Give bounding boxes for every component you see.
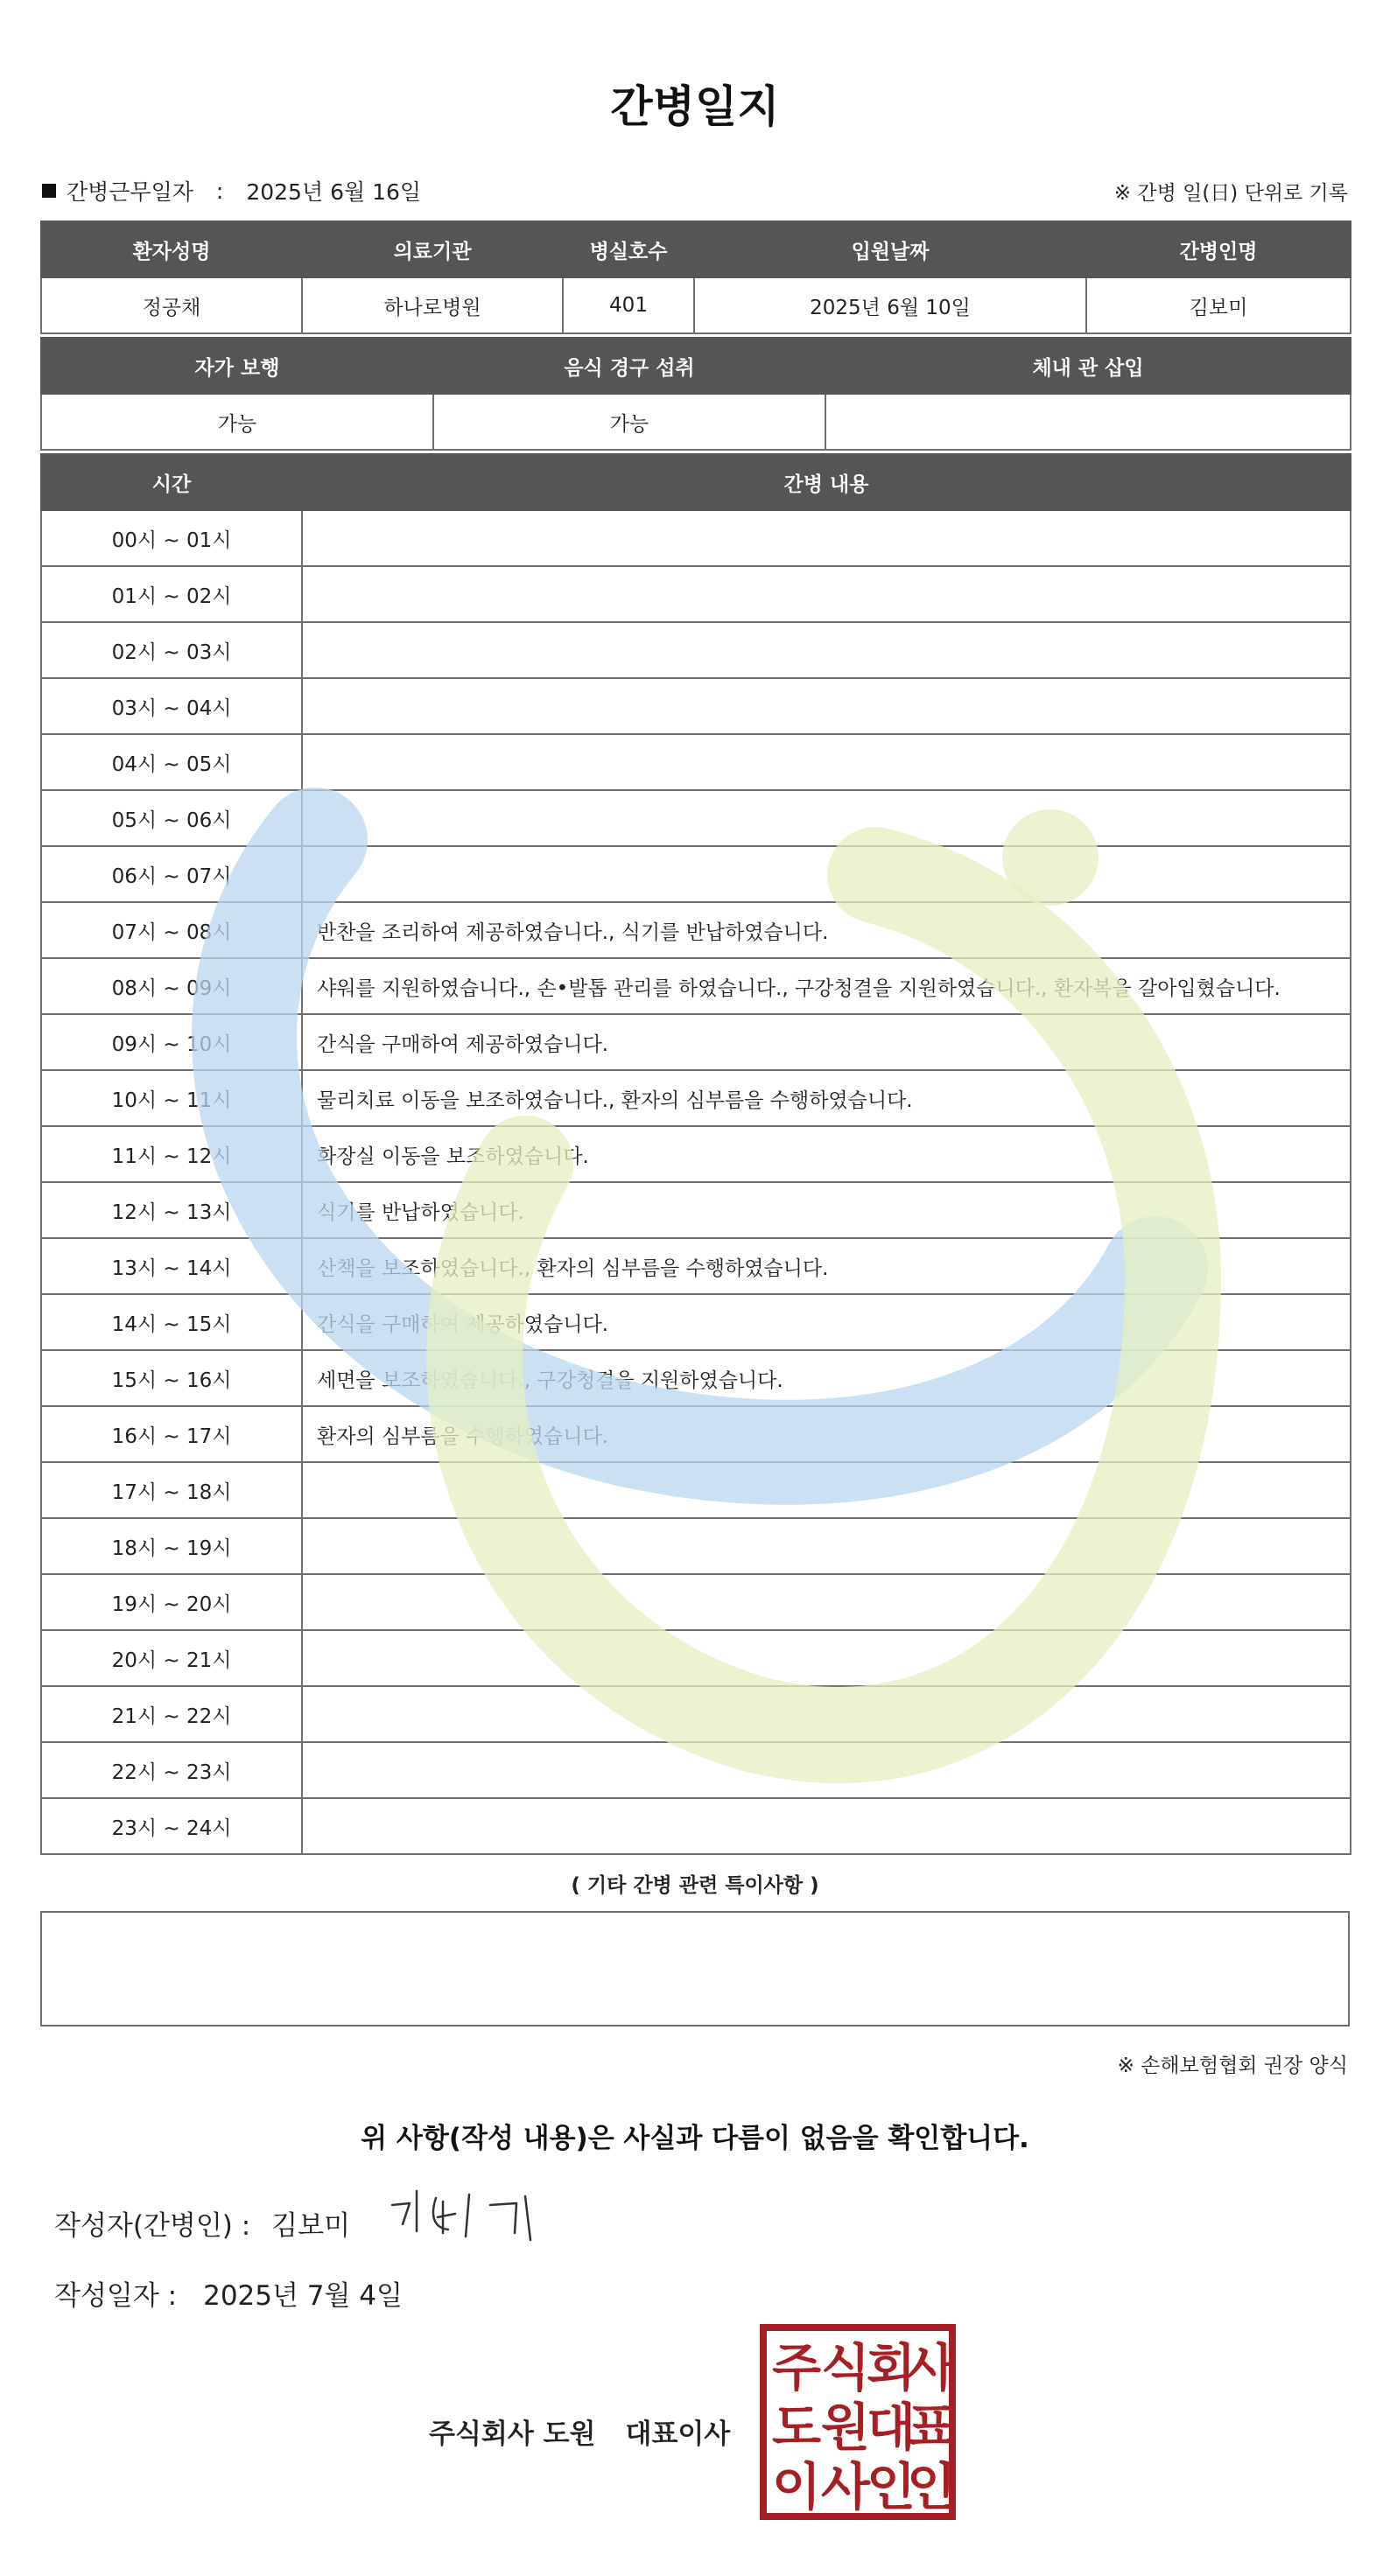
patient-name: 정공채 [41,277,302,333]
time-slot: 21시 ~ 22시 [41,1686,302,1742]
time-slot: 13시 ~ 14시 [41,1238,302,1294]
time-slot: 10시 ~ 11시 [41,1070,302,1126]
time-slot: 14시 ~ 15시 [41,1294,302,1350]
header-oral-intake: 음식 경구 섭취 [433,338,825,394]
time-slot: 02시 ~ 03시 [41,622,302,678]
patient-info-table [40,220,1351,334]
svg-text:이: 이 [771,2457,822,2516]
svg-text:회: 회 [866,2338,916,2398]
ceo-title: 대표이사 [625,2418,731,2450]
time-slot: 12시 ~ 13시 [41,1182,302,1238]
svg-text:사: 사 [906,2338,956,2398]
time-slot: 16시 ~ 17시 [41,1406,302,1462]
care-content [302,1630,1351,1686]
svg-text:인: 인 [866,2457,916,2516]
time-slot: 22시 ~ 23시 [41,1742,302,1798]
care-content: 물리치료 이동을 보조하였습니다., 환자의 심부름을 수행하였습니다. [302,1070,1351,1126]
header-self-walking: 자가 보행 [41,338,433,394]
table-row [41,1406,1351,1462]
time-slot: 05시 ~ 06시 [41,790,302,846]
work-date-label: 간병근무일자 [67,179,193,205]
care-log-rows [41,510,1351,1854]
time-slot: 06시 ~ 07시 [41,846,302,902]
care-content: 환자의 심부름을 수행하였습니다. [302,1406,1351,1462]
work-date-value: 2025년 6월 16일 [246,179,422,205]
oral-intake-value: 가능 [433,394,825,450]
svg-text:식: 식 [820,2338,871,2398]
care-content [302,846,1351,902]
table-row [41,1182,1351,1238]
tube-insertion-value [825,394,1351,450]
care-log-table [40,453,1351,1855]
table-row [41,846,1351,902]
care-content: 간식을 구매하여 제공하였습니다. [302,1014,1351,1070]
table-row [41,510,1351,566]
time-slot: 09시 ~ 10시 [41,1014,302,1070]
author-name: 김보미 [271,2210,351,2242]
care-content [302,1686,1351,1742]
table-row [41,678,1351,734]
time-slot: 17시 ~ 18시 [41,1462,302,1518]
table-row [41,1070,1351,1126]
time-slot: 18시 ~ 19시 [41,1518,302,1574]
author-line [54,2203,350,2243]
care-content [302,790,1351,846]
table-row [41,1518,1351,1574]
svg-text:도: 도 [771,2398,822,2457]
handwritten-signature [385,2179,551,2249]
svg-text:대: 대 [866,2398,916,2457]
company-signature-line [429,2412,730,2451]
table-row [41,902,1351,958]
svg-text:사: 사 [820,2457,871,2516]
header-hospital: 의료기관 [302,221,563,277]
care-content [302,622,1351,678]
confirmation-statement: 위 사항(작성 내용)은 사실과 다름이 없음을 확인합니다. [361,2123,1029,2154]
time-slot: 15시 ~ 16시 [41,1350,302,1406]
company-seal-stamp [760,2324,956,2520]
care-content [302,1574,1351,1630]
table-row [41,1798,1351,1854]
time-slot: 03시 ~ 04시 [41,678,302,734]
table-row [41,622,1351,678]
care-content: 세면을 보조하였습니다., 구강청결을 지원하였습니다. [302,1350,1351,1406]
care-content: 간식을 구매하여 제공하였습니다. [302,1294,1351,1350]
special-notes-title: ( 기타 간병 관련 특이사항 ) [571,1874,819,1897]
table-row [41,1630,1351,1686]
time-slot: 08시 ~ 09시 [41,958,302,1014]
table-row [41,1014,1351,1070]
written-date-value: 2025년 7월 4일 [203,2280,403,2312]
svg-text:인: 인 [906,2457,956,2516]
document-title: 간병일지 [610,81,780,132]
care-content [302,734,1351,790]
header-time: 시간 [41,454,302,510]
care-content: 반찬을 조리하여 제공하였습니다., 식기를 반납하였습니다. [302,902,1351,958]
record-unit-note: ※ 간병 일(日) 단위로 기록 [1113,182,1348,205]
special-notes-box [40,1911,1350,2026]
written-date-label: 작성일자 : [54,2280,178,2312]
caregiver-name: 김보미 [1086,277,1351,333]
time-slot: 01시 ~ 02시 [41,566,302,622]
table-row [41,1294,1351,1350]
table-row [41,1742,1351,1798]
header-admission-date: 입원날짜 [694,221,1086,277]
care-content [302,678,1351,734]
care-content: 산책을 보조하였습니다., 환자의 심부름을 수행하였습니다. [302,1238,1351,1294]
care-content [302,1798,1351,1854]
table-row [41,790,1351,846]
patient-status-table [40,337,1351,451]
care-content [302,510,1351,566]
work-date-colon: : [215,178,224,204]
care-content [302,1462,1351,1518]
time-slot: 07시 ~ 08시 [41,902,302,958]
table-row [41,1686,1351,1742]
time-slot: 04시 ~ 05시 [41,734,302,790]
written-date-line [54,2273,403,2313]
svg-text:주: 주 [771,2338,822,2398]
header-tube-insertion: 체내 관 삽입 [825,338,1351,394]
company-name: 주식회사 도원 [429,2418,596,2450]
hospital: 하나로병원 [302,277,563,333]
care-content: 샤워를 지원하였습니다., 손•발톱 관리를 하였습니다., 구강청결을 지원하였습니다., 환자복을 갈아입혔습니다. [302,958,1351,1014]
care-content [302,1742,1351,1798]
table-row [41,958,1351,1014]
header-room: 병실호수 [563,221,694,277]
time-slot: 11시 ~ 12시 [41,1126,302,1182]
svg-text:원: 원 [820,2398,871,2457]
work-date [42,175,421,206]
time-slot: 00시 ~ 01시 [41,510,302,566]
table-row [41,566,1351,622]
care-content: 화장실 이동을 보조하였습니다. [302,1126,1351,1182]
care-content [302,566,1351,622]
table-row [41,1574,1351,1630]
time-slot: 23시 ~ 24시 [41,1798,302,1854]
table-row [41,1238,1351,1294]
room-number: 401 [563,277,694,333]
time-slot: 20시 ~ 21시 [41,1630,302,1686]
table-row [41,734,1351,790]
admission-date: 2025년 6월 10일 [694,277,1086,333]
header-patient-name: 환자성명 [41,221,302,277]
care-content [302,1518,1351,1574]
care-content: 식기를 반납하였습니다. [302,1182,1351,1238]
table-row [41,1126,1351,1182]
header-care-content: 간병 내용 [302,454,1351,510]
recommended-form-note: ※ 손해보험협회 권장 양식 [1117,2054,1348,2077]
time-slot: 19시 ~ 20시 [41,1574,302,1630]
svg-text:표: 표 [906,2398,956,2457]
bullet-square-icon [42,184,56,198]
table-row [41,1462,1351,1518]
self-walking-value: 가능 [41,394,433,450]
author-label: 작성자(간병인) : [54,2210,251,2242]
table-row [41,1350,1351,1406]
header-caregiver: 간병인명 [1086,221,1351,277]
